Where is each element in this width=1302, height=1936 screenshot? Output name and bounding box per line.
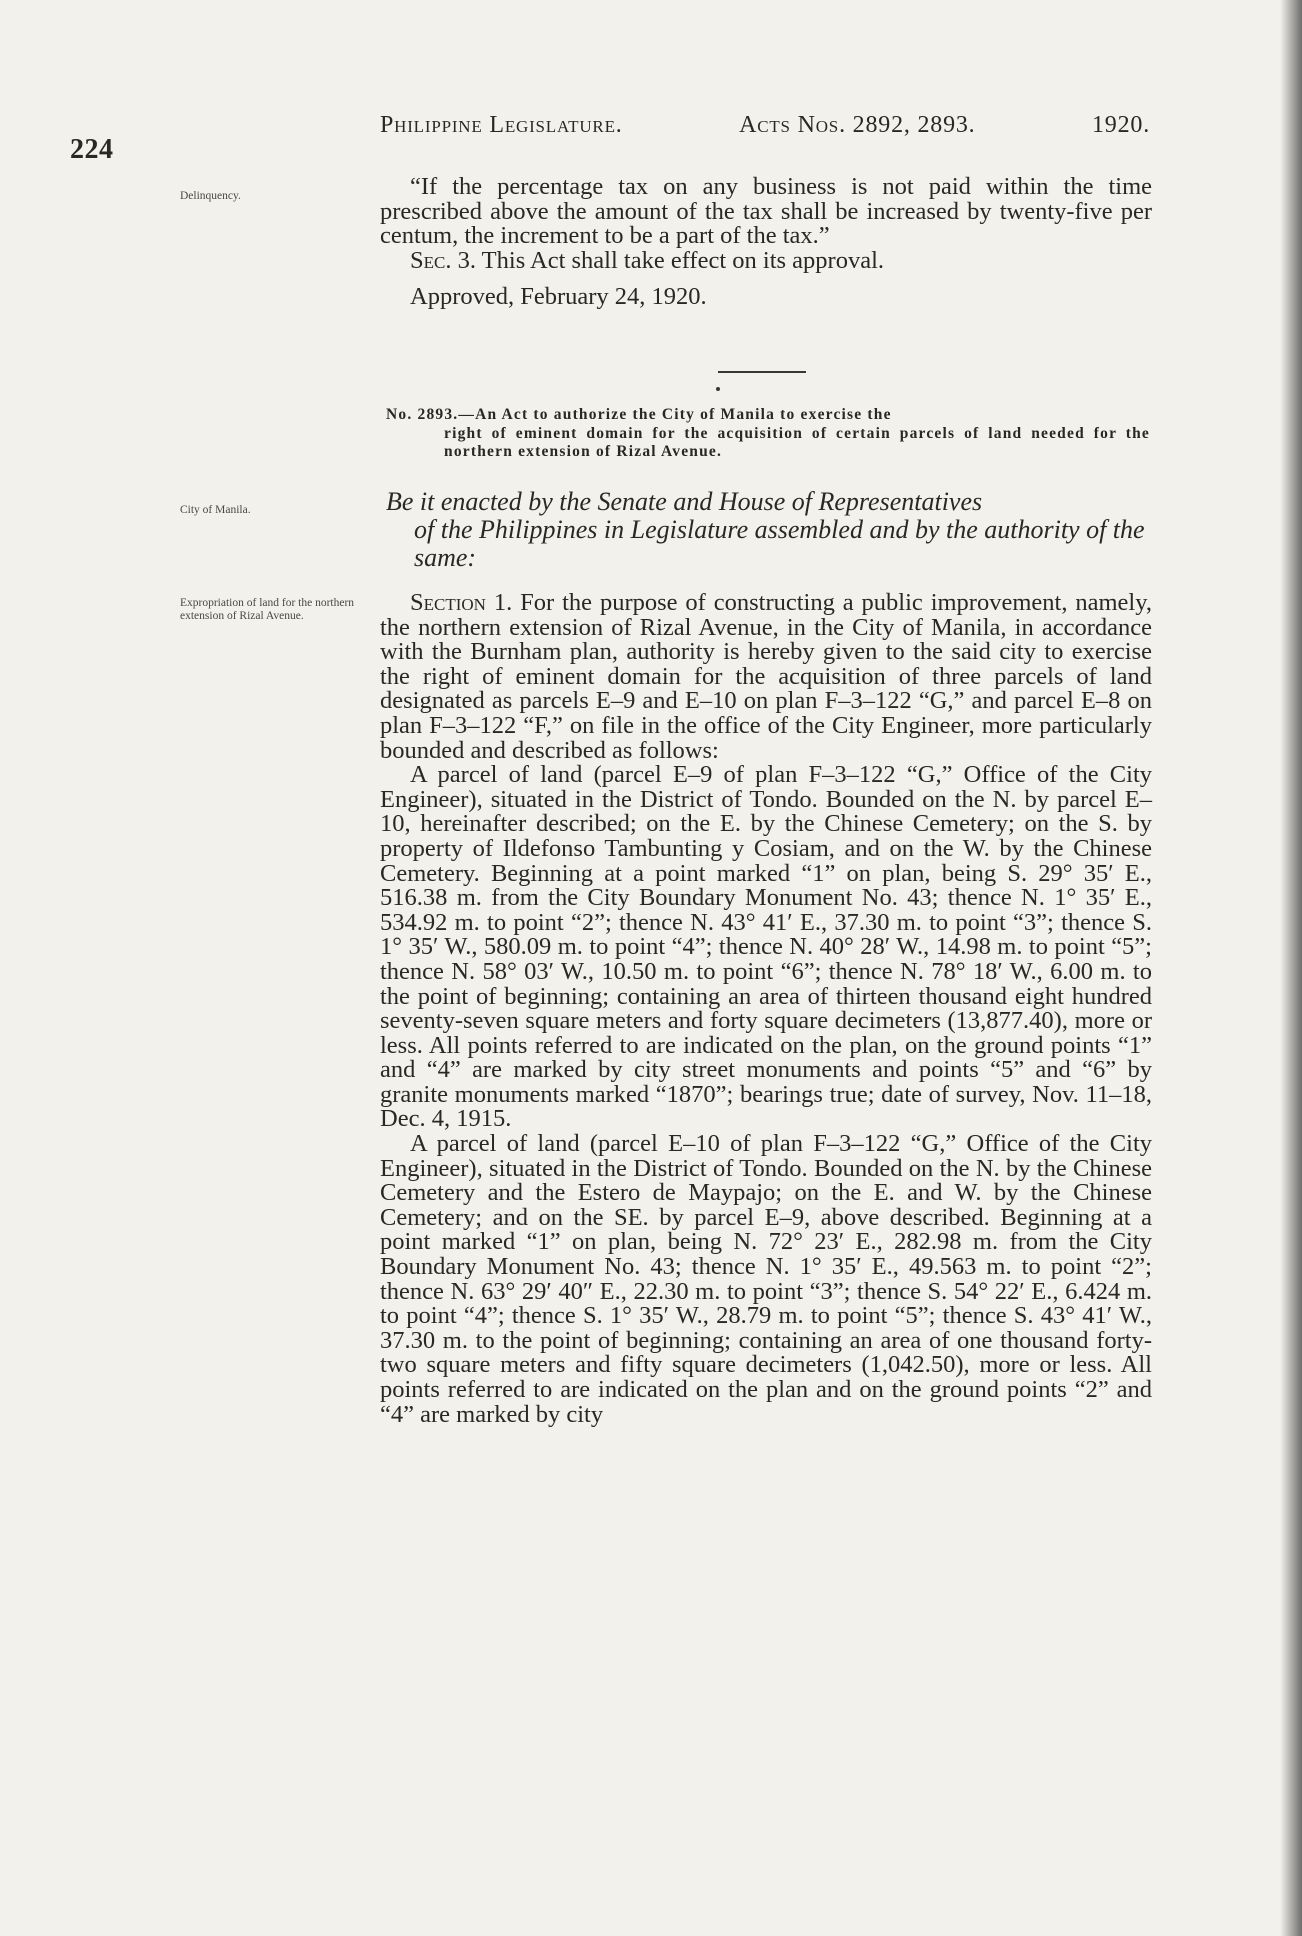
percentage-tax-paragraph: “If the percentage tax on any business is not paid within the time prescribed above the amount of the tax shall be increased by twenty-five per centum, the increment to be a part of the tax.” <box>380 173 1152 250</box>
page-number: 224 <box>70 134 114 165</box>
section-3-paragraph <box>380 246 1152 274</box>
parcel-e9-paragraph: A parcel of land (parcel E–9 of plan F–3–122 “G,” Office of the City Engineer), situated in the District of Tondo. Bounded on the N. by parcel E–10, hereinafter described; on the E. by the Chinese Cemetery; on the S. by property of Ildefonso Tambunting y Cosiam, and on the W. by the Chinese Cemetery. Beginning at a point marked “1” on plan, being S. 29° 35′ E., 516.38 m. from the City Boundary Monument No. 43; thence N. 1° 35′ E., 534.92 m. to point “2”; thence N. 43° 41′ E., 37.30 m. to point “3”; thence S. 1° 35′ W., 580.09 m. to point “4”; thence N. 40° 28′ W., 14.98 m. to point “5”; thence N. 58° 03′ W., 10.50 m. to point “6”; thence N. 78° 18′ W., 6.00 m. to the point of beginning; containing an area of thirteen thousand eight hundred seventy-seven square meters and forty square decimeters (13,877.40), more or less. All points referred to are indicated on the plan, on the ground points “1” and “4” are marked by city street monuments and points “5” and “6” by granite monuments marked “1870”; bearings true; date of survey, Nov. 11–18, Dec. 4, 1915. <box>380 761 1152 1133</box>
enacting-continuation: of the Philippines in Legislature assembled and by the authority of the same: <box>414 515 1145 572</box>
divider-dot <box>716 387 720 391</box>
section-3-label: Sec. 3. <box>410 246 476 274</box>
act-title-continuation: right of eminent domain for the acquisition of certain parcels of land needed for the northern extension of Rizal Avenue. <box>444 424 1150 460</box>
margin-note-city-of-manila: City of Manila. <box>180 504 251 516</box>
running-head-acts: Acts Nos. 2892, 2893. <box>739 112 976 138</box>
act-title-first-line: No. 2893.—An Act to authorize the City of Manila to exercise the <box>386 406 892 423</box>
scan-edge-shadow <box>1280 0 1302 1936</box>
running-head <box>380 112 1150 139</box>
section-3-text: This Act shall take effect on its approval. <box>481 246 884 274</box>
enacting-first-line: Be it enacted by the Senate and House of Representatives <box>386 487 983 516</box>
enacting-clause <box>386 488 1152 572</box>
section-1-paragraph <box>380 591 1152 763</box>
margin-note-expropriation: Expropriation of land for the northern extension of Rizal Avenue. <box>180 597 355 622</box>
act-body <box>380 591 1152 1427</box>
section-divider <box>718 371 806 373</box>
approved-date: Approved, February 24, 1920. <box>410 283 707 311</box>
margin-note-delinquency: Delinquency. <box>180 190 241 202</box>
running-head-year: 1920. <box>1092 112 1150 138</box>
running-head-title: Philippine Legislature. <box>380 112 623 138</box>
section-1-text: For the purpose of constructing a public improvement, namely, the northern extension of Rizal Avenue, in the City of Manila, in accordance with the Burnham plan, authority is hereby given to the said city to exercise the right of eminent domain for the acquisition of three parcels of land designated as parcels E–9 and E–10 on plan F–3–122 “G,” and parcel E–8 on plan F–3–122 “F,” on file in the office of the City Engineer, more particularly bounded and described as follows: <box>380 589 1153 764</box>
section-1-label: Section 1. <box>410 589 513 616</box>
prior-act-text <box>380 175 1152 310</box>
act-title <box>386 406 1150 462</box>
parcel-e10-paragraph: A parcel of land (parcel E–10 of plan F–3–122 “G,” Office of the City Engineer), situated in the District of Tondo. Bounded on the N. by the Chinese Cemetery and the Estero de Maypajo; on the E. and W. by the Chinese Cemetery; and on the SE. by parcel E–9, above described. Beginning at a point marked “1” on plan, being N. 72° 23′ E., 282.98 m. from the City Boundary Monument No. 43; thence N. 1° 35′ E., 49.563 m. to point “2”; thence N. 63° 29′ 40″ E., 22.30 m. to point “3”; thence S. 54° 22′ E., 6.424 m. to point “4”; thence S. 1° 35′ W., 28.79 m. to point “5”; thence S. 43° 41′ W., 37.30 m. to the point of beginning; containing an area of one thousand forty-two square meters and fifty square decimeters (1,042.50), more or less. All points referred to are indicated on the plan and on the ground points “2” and “4” are marked by city <box>380 1130 1152 1428</box>
